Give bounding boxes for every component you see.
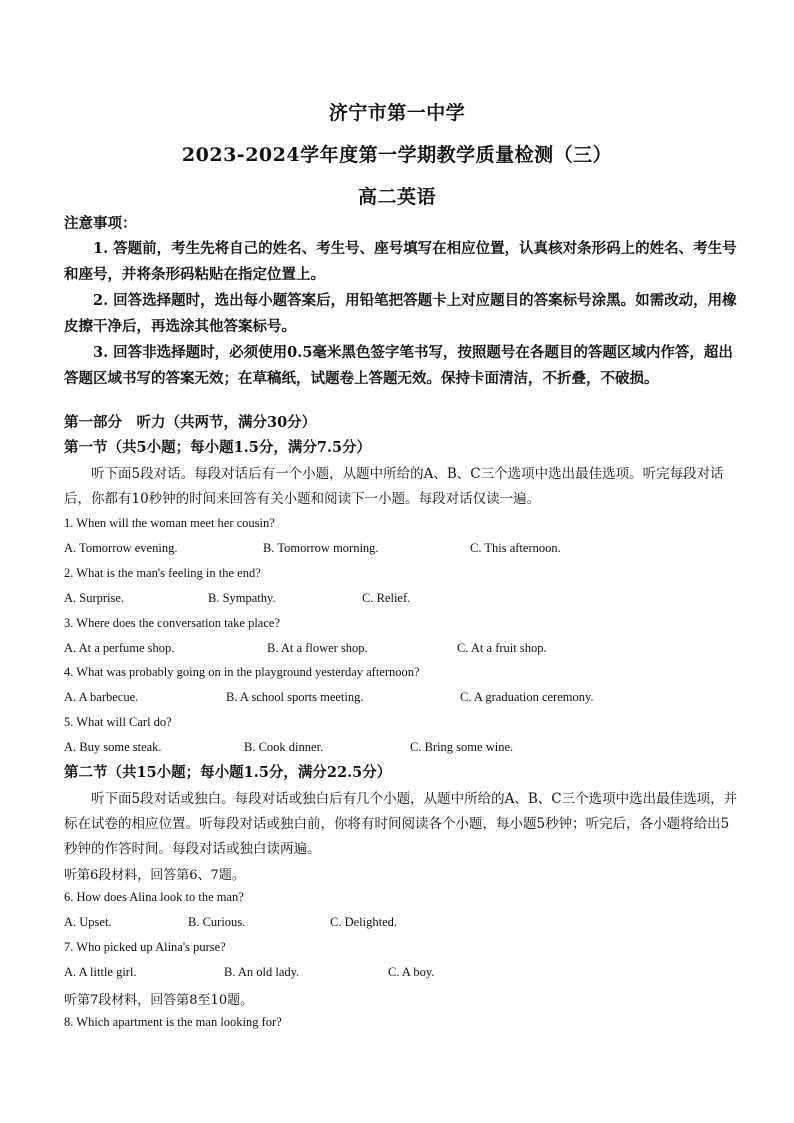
- section2-instructions: 听下面5段对话或独白。每段对话或独白后有几个小题，从题中所给的A、B、C三个选项中选出最佳选项，并标在试卷的相应位置。听每段对话或独白前，你将有时间阅读各个小题，每小题5秒钟；听完后，各小题将给出5秒钟的作答时间。每段对话或独白读两遍。: [64, 791, 738, 857]
- option-7c: C. A boy.: [388, 965, 435, 979]
- option-3b: B. At a flower shop.: [267, 641, 368, 655]
- option-2a: A. Surprise.: [64, 591, 125, 605]
- subject-title: 高二英语: [357, 186, 436, 208]
- option-5c: C. Bring some wine.: [410, 740, 514, 754]
- option-2b: B. Sympathy.: [208, 591, 276, 605]
- note-item-3: 3. 回答非选择题时，必须使用0.5毫米黑色签字笔书写，按照题号在各题目的答题区域内作答，超出答题区域书写的答案无效；在草稿纸，试题卷上答题无效。保持卡面清洁，不折叠，不破损。: [64, 344, 733, 387]
- option-7b: B. An old lady.: [224, 965, 300, 979]
- question-3: 3. Where does the conversation take place?: [64, 616, 280, 630]
- material-7-note: 听第7段材料，回答第8至10题。: [64, 993, 254, 1008]
- question-4: 4. What was probably going on in the playground yesterday afternoon?: [64, 665, 420, 679]
- option-6c: C. Delighted.: [330, 915, 398, 929]
- option-6a: A. Upset.: [64, 915, 112, 929]
- option-4a: A. A barbecue.: [64, 690, 139, 704]
- school-title: 济宁市第一中学: [328, 102, 466, 124]
- option-2c: C. Relief.: [362, 591, 411, 605]
- part1-heading: 第一部分 听力（共两节，满分30分）: [64, 414, 317, 431]
- question-7: 7. Who picked up Alina's purse?: [64, 940, 226, 954]
- question-8: 8. Which apartment is the man looking for?: [64, 1015, 282, 1029]
- material-6-note: 听第6段材料，回答第6、7题。: [64, 868, 245, 883]
- section1-heading: 第一节（共5小题；每小题1.5分，满分7.5分）: [64, 439, 372, 456]
- section2-heading: 第二节（共15小题；每小题1.5分，满分22.5分）: [64, 764, 392, 781]
- option-3a: A. At a perfume shop.: [64, 641, 175, 655]
- exam-title: 2023-2024学年度第一学期教学质量检测（三）: [181, 144, 613, 166]
- option-7a: A. A little girl.: [64, 965, 137, 979]
- option-1a: A. Tomorrow evening.: [64, 541, 178, 555]
- note-item-1: 1. 答题前，考生先将自己的姓名、考生号、座号填写在相应位置，认真核对条形码上的姓名、考生号和座号，并将条形码粘贴在指定位置上。: [64, 240, 737, 283]
- option-1c: C. This afternoon.: [470, 541, 561, 555]
- notes-heading: 注意事项：: [64, 215, 137, 232]
- option-5a: A. Buy some steak.: [64, 740, 162, 754]
- note-item-2: 2. 回答选择题时，选出每小题答案后，用铅笔把答题卡上对应题目的答案标号涂黑。如需改动，用橡皮擦干净后，再选涂其他答案标号。: [64, 292, 737, 335]
- section1-instructions: 听下面5段对话。每段对话后有一个小题，从题中所给的A、B、C三个选项中选出最佳选项。听完每段对话后，你都有10秒钟的时间来回答有关小题和阅读下一小题。每段对话仅读一遍。: [64, 466, 724, 507]
- option-5b: B. Cook dinner.: [244, 740, 324, 754]
- question-6: 6. How does Alina look to the man?: [64, 890, 244, 904]
- question-1: 1. When will the woman meet her cousin?: [64, 516, 275, 530]
- option-1b: B. Tomorrow morning.: [263, 541, 379, 555]
- question-5: 5. What will Carl do?: [64, 715, 172, 729]
- option-6b: B. Curious.: [188, 915, 246, 929]
- option-3c: C. At a fruit shop.: [457, 641, 547, 655]
- question-2: 2. What is the man's feeling in the end?: [64, 566, 261, 580]
- option-4b: B. A school sports meeting.: [226, 690, 364, 704]
- option-4c: C. A graduation ceremony.: [460, 690, 594, 704]
